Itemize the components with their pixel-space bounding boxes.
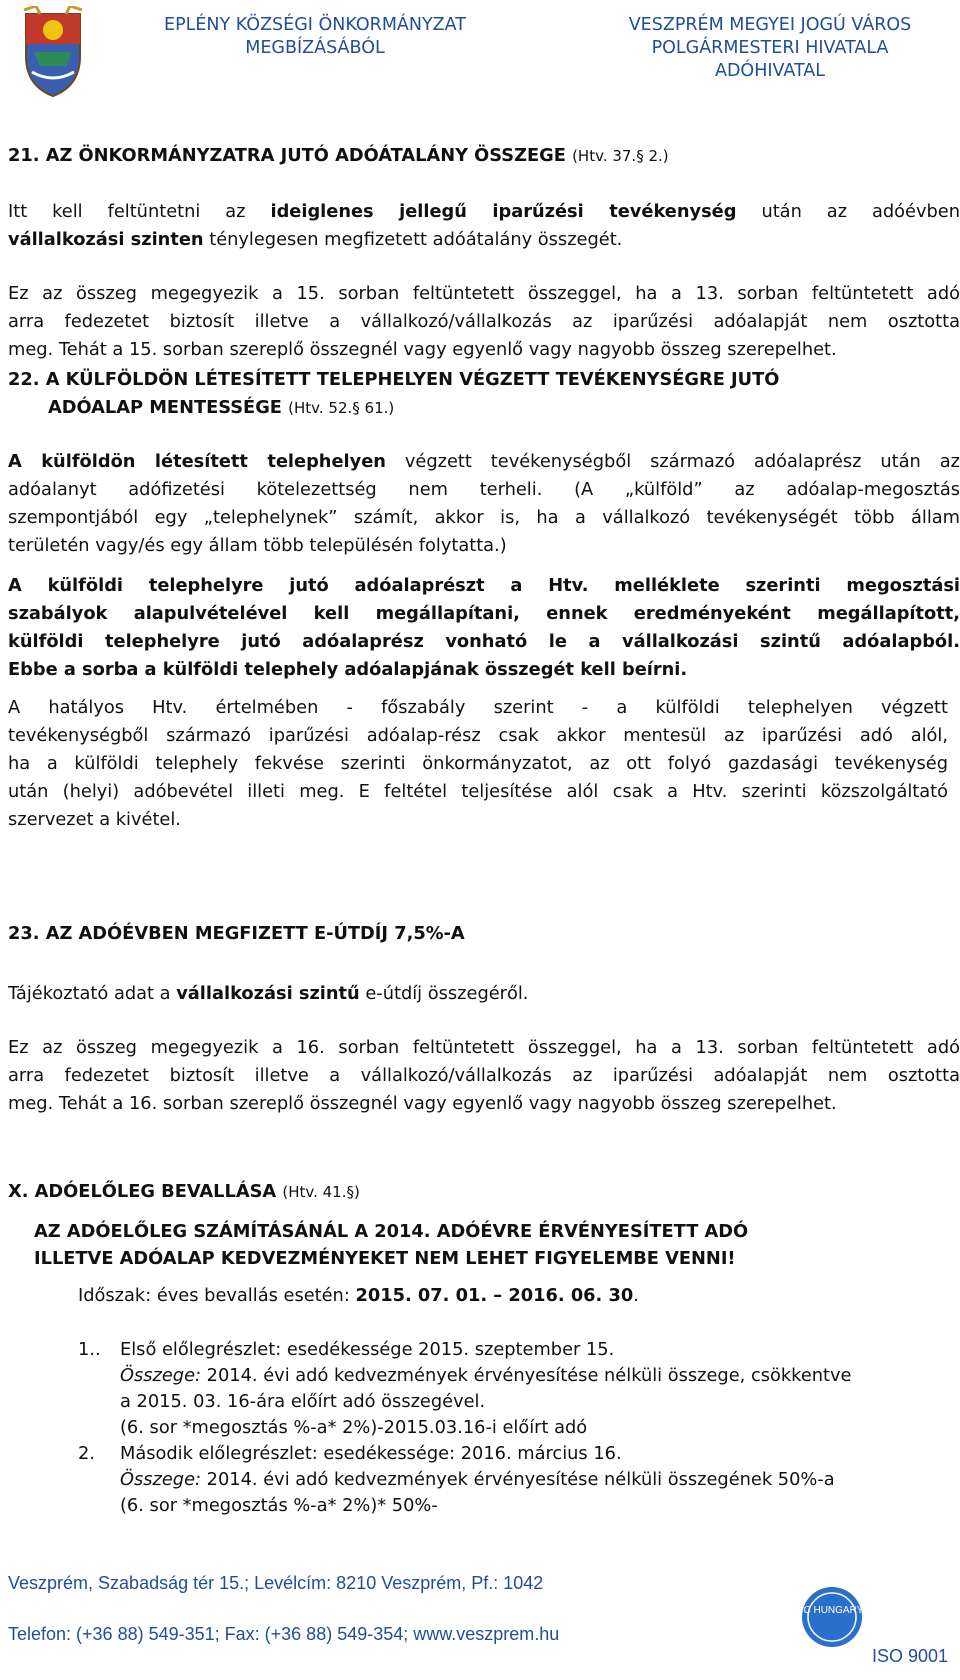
list-item-1-title: [120, 1336, 614, 1364]
list-item-1-sum-line1: [120, 1362, 851, 1390]
s22-p2-line1: A külföldi telephelyre jutó adóalaprészt a Htv. melléklete szerinti megosztási: [8, 575, 960, 596]
s21-p1-text-e: ténylegesen megfizetett adóátalány összegét.: [209, 229, 623, 250]
section-21-para2: [8, 280, 960, 364]
section-x-warning-text1: AZ ADÓELŐLEG SZÁMÍTÁSÁNÁL A 2014. ADÓÉVRE ÉRVÉNYESÍTETT ADÓ: [34, 1221, 749, 1242]
s23-p1-text-c: e-útdíj összegéről.: [365, 983, 529, 1004]
list-item-1-number: [78, 1336, 101, 1364]
s22-p1-line4: területén vagy/és egy állam több településén folytatta.): [8, 535, 507, 556]
s22-p1-line2: adóalanyt adófizetési kötelezettség nem terheli. (A „külföld” az adóalap-megosztás: [8, 479, 960, 500]
s22-p2-line2: szabályok alapulvételével kell megállapítani, ennek eredményeként megállapított,: [8, 603, 960, 624]
section-x-warning-line2: [34, 1245, 736, 1273]
list-item-2-sum-line2: [120, 1492, 438, 1520]
s22-p2-line3: külföldi telephelyre jutó adóalaprész vonható le a vállalkozási szintű adóalapból.: [8, 631, 960, 652]
iso-label: ISO 9001: [872, 1646, 949, 1666]
header-right-line3: ADÓHIVATAL: [714, 61, 826, 81]
section-22-heading-line2: [48, 394, 394, 422]
badge-text: IC HUNGARY: [800, 1605, 864, 1616]
s21-p2-line3: meg. Tehát a 15. sorban szereplő összegnél vagy egyenlő vagy nagyobb összeg szerepelhet.: [8, 339, 837, 360]
header-right-line1: VESZPRÉM MEGYEI JOGÚ VÁROS: [628, 15, 912, 35]
s22-p3-line2: tevékenységből származó iparűzési adóalap-rész csak akkor mentesül az iparűzési adó alól,: [8, 725, 948, 746]
list-item-text: (6. sor *megosztás %-a* 2%)-2015.03.16-i előírt adó: [120, 1417, 588, 1438]
s21-p2-line1: Ez az összeg megegyezik a 15. sorban feltüntetett összeggel, ha a 13. sorban feltüntetett adó: [8, 283, 960, 304]
list-item-number: 1..: [78, 1339, 101, 1360]
section-21-title: 21. AZ ÖNKORMÁNYZATRA JUTÓ ADÓÁTALÁNY ÖSSZEGE: [8, 145, 566, 166]
section-x-warning-text2: ILLETVE ADÓALAP KEDVEZMÉNYEKET NEM LEHET FIGYELEMBE VENNI!: [34, 1248, 736, 1269]
header-right: [600, 14, 940, 83]
sum-label: Összege:: [120, 1365, 202, 1386]
header-left: [150, 14, 480, 60]
s23-p2-line1: Ez az összeg megegyezik a 16. sorban feltüntetett összeggel, ha a 13. sorban feltüntetett adó: [8, 1037, 960, 1058]
section-22-heading-line1: [8, 366, 779, 394]
section-22-title-line1: 22. A KÜLFÖLDÖN LÉTESÍTETT TELEPHELYEN VÉGZETT TEVÉKENYSÉGRE JUTÓ: [8, 369, 780, 390]
section-x-heading: [8, 1178, 360, 1206]
s22-p1-bold: A külföldön létesített telephelyen: [8, 451, 386, 472]
section-x-ref: (Htv. 41.§): [282, 1183, 360, 1201]
list-item-2-sum-line1: [120, 1466, 835, 1494]
s22-p1-line3: szempontjából egy „telephelynek” számít, akkor is, ha a vállalkozó tevékenységét több állam: [8, 507, 960, 528]
s22-p3-line1: A hatályos Htv. értelmében - főszabály szerint - a külföldi telephelyen végzett: [8, 697, 948, 718]
section-23-para2: [8, 1034, 960, 1118]
section-21-para1: [8, 198, 960, 254]
period-label: Időszak: éves bevallás esetén:: [78, 1285, 350, 1306]
section-22-ref: (Htv. 52.§ 61.): [288, 399, 395, 417]
s23-p1-text-a: Tájékoztató adat a: [8, 983, 171, 1004]
s22-p3-line4: után (helyi) adóbevétel illeti meg. E feltétel teljesítése alól csak a Htv. szerinti közszolgáltató: [8, 781, 948, 802]
header-left-line1: EPLÉNY KÖZSÉGI ÖNKORMÁNYZAT: [164, 15, 466, 35]
s23-p1-bold-b: vállalkozási szintű: [176, 983, 360, 1004]
header-left-line2: MEGBÍZÁSÁBÓL: [245, 38, 385, 58]
section-21-ref: (Htv. 37.§ 2.): [572, 147, 669, 165]
s21-p1-bold-b: ideiglenes jellegű iparűzési tevékenység: [270, 201, 737, 222]
section-23-title: 23. AZ ADÓÉVBEN MEGFIZETT E-ÚTDÍJ 7,5%-A: [8, 923, 465, 944]
section-x-warning-line1: [34, 1218, 748, 1246]
section-22-title-line2: ADÓALAP MENTESSÉGE: [48, 397, 282, 418]
s23-p2-line2: arra fedezetet biztosít illetve a vállalkozó/vállalkozás az iparűzési adóalapját nem osztotta: [8, 1065, 960, 1086]
certification-badge-icon: [800, 1585, 864, 1649]
section-22-para1: [8, 448, 960, 560]
list-item-1-sum-line3: [120, 1414, 587, 1442]
municipal-crest-icon: [22, 6, 84, 98]
list-item-text: 2014. évi adó kedvezmények érvényesítése nélküli összege, csökkentve: [206, 1365, 852, 1386]
footer-address: Veszprém, Szabadság tér 15.; Levélcím: 8210 Veszprém, Pf.: 1042: [8, 1573, 544, 1593]
section-23-heading: [8, 920, 465, 948]
list-item-text: a 2015. 03. 16-ára előírt adó összegével.: [120, 1391, 486, 1412]
footer-contact: Telefon: (+36 88) 549-351; Fax: (+36 88) 549-354; www.veszprem.hu: [8, 1624, 560, 1644]
section-21-heading: [8, 142, 669, 170]
list-item-title: Első előlegrészlet: esedékessége 2015. szeptember 15.: [120, 1339, 615, 1360]
sum-label: Összege:: [120, 1469, 202, 1490]
s22-p3-line3: ha a külföldi telephely fekvése szerinti önkormányzatot, az ott folyó gazdasági tevékenység: [8, 753, 948, 774]
s21-p2-line2: arra fedezetet biztosít illetve a vállalkozó/vállalkozás az iparűzési adóalapját nem osztotta: [8, 311, 960, 332]
list-item-2-number: [78, 1440, 95, 1468]
period-line: [78, 1282, 639, 1310]
section-x-title: X. ADÓELŐLEG BEVALLÁSA: [8, 1181, 277, 1202]
section-22-para3: [8, 694, 948, 834]
s21-p1-bold-d: vállalkozási szinten: [8, 229, 204, 250]
s22-p1-line1-rest: végzett tevékenységből származó adóalaprész után az: [404, 451, 960, 472]
s21-p1-text-a: Itt kell feltüntetni az: [8, 201, 246, 222]
list-item-text: 2014. évi adó kedvezmények érvényesítése nélküli összegének 50%-a: [206, 1469, 835, 1490]
list-item-title: Második előlegrészlet: esedékessége: 2016. március 16.: [120, 1443, 622, 1464]
list-item-text: (6. sor *megosztás %-a* 2%)* 50%-: [120, 1495, 438, 1516]
header-right-line2: POLGÁRMESTERI HIVATALA: [651, 38, 889, 58]
list-item-2-title: [120, 1440, 622, 1468]
section-22-para2: [8, 572, 960, 684]
s23-p2-line3: meg. Tehát a 16. sorban szereplő összegnél vagy egyenlő vagy nagyobb összeg szerepelhet.: [8, 1093, 837, 1114]
list-item-number: 2.: [78, 1443, 95, 1464]
s21-p1-text-c: után az adóévben: [761, 201, 960, 222]
period-end: .: [633, 1285, 639, 1306]
s22-p2-line4: Ebbe a sorba a külföldi telephely adóalapjának összegét kell beírni.: [8, 659, 688, 680]
s22-p3-line5: szervezet a kivétel.: [8, 809, 181, 830]
list-item-1-sum-line2: [120, 1388, 485, 1416]
period-value: 2015. 07. 01. – 2016. 06. 30: [355, 1285, 634, 1306]
section-23-para1: [8, 980, 960, 1008]
